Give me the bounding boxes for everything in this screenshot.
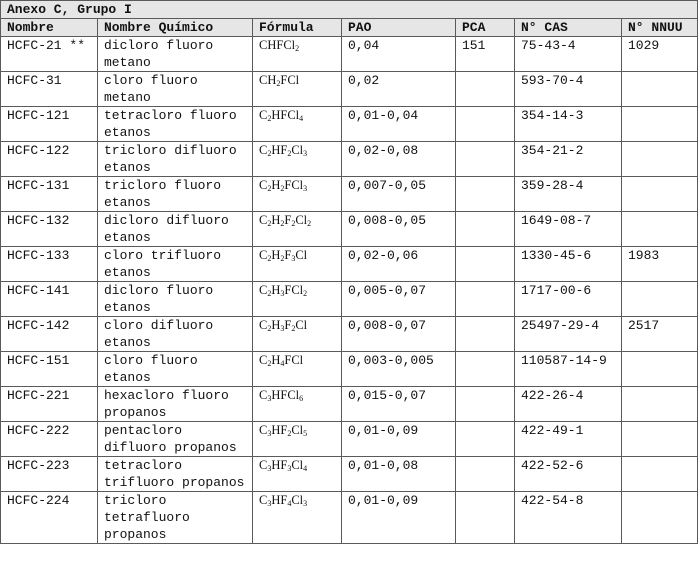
column-header-nombre: Nombre [1,19,98,37]
cell-nombre: HCFC-224 [1,492,98,544]
formula-subscript: 5 [303,429,308,438]
formula-element: HF [271,493,288,507]
cell-nnuu [622,142,698,177]
table-row [1,107,698,142]
cell-pao: 0,008-0,07 [342,317,456,352]
cell-pca [456,177,515,212]
cell-cas: 422-49-1 [515,422,622,457]
cell-nombre: HCFC-131 [1,177,98,212]
cell-pao: 0,005-0,07 [342,282,456,317]
cell-nnuu [622,282,698,317]
column-header-pca: PCA [456,19,515,37]
formula-element: Cl [295,248,308,262]
table-row [1,37,698,72]
cell-nombre: HCFC-223 [1,457,98,492]
formula-element: CH [259,73,277,87]
formula-element: HFCl [271,108,300,122]
table-row [1,282,698,317]
formula-subscript: 3 [280,324,285,333]
formula-element: Cl [291,143,304,157]
cell-nnuu [622,107,698,142]
cell-formula [253,37,342,72]
formula-element: C [259,143,268,157]
table-row [1,457,698,492]
formula-element: C [259,213,268,227]
table-row [1,492,698,544]
formula-subscript: 2 [295,44,300,53]
formula-subscript: 2 [287,429,292,438]
formula-element: H [271,248,281,262]
formula-element: Cl [295,318,308,332]
formula-subscript: 2 [267,359,272,368]
formula-subscript: 2 [267,184,272,193]
table-row [1,177,698,212]
cell-nombre: HCFC-122 [1,142,98,177]
formula-subscript: 2 [280,254,285,263]
cell-pca [456,212,515,247]
cell-formula [253,492,342,544]
table-row [1,72,698,107]
cell-nnuu [622,387,698,422]
formula-element: F [284,213,292,227]
cell-pao: 0,015-0,07 [342,387,456,422]
cell-cas: 593-70-4 [515,72,622,107]
cell-cas: 422-26-4 [515,387,622,422]
formula-subscript: 3 [267,429,272,438]
cell-nombre: HCFC-141 [1,282,98,317]
cell-nombre: HCFC-222 [1,422,98,457]
cell-nombre: HCFC-133 [1,247,98,282]
table-row [1,247,698,282]
formula-element: F [284,318,292,332]
cell-nnuu [622,457,698,492]
formula-element: H [271,178,281,192]
formula-element: FCl [284,353,304,367]
formula-subscript: 2 [267,289,272,298]
cell-formula [253,177,342,212]
formula-subscript: 3 [303,149,308,158]
cell-pao: 0,01-0,09 [342,422,456,457]
cell-nombre: HCFC-221 [1,387,98,422]
cell-cas: 422-52-6 [515,457,622,492]
column-header-nnuu: N° NNUU [622,19,698,37]
cell-pca [456,317,515,352]
cell-nombre-quimico: dicloro difluoro etanos [98,212,253,247]
formula-element: H [271,353,281,367]
cell-pca [456,457,515,492]
table-title: Anexo C, Grupo I [1,1,698,19]
cell-nnuu [622,177,698,212]
formula-subscript: 2 [267,324,272,333]
formula-element: Cl [291,458,304,472]
formula-element: FCl [280,73,300,87]
cell-cas: 25497-29-4 [515,317,622,352]
formula-subscript: 3 [287,464,292,473]
formula-subscript: 2 [280,184,285,193]
formula-subscript: 3 [303,499,308,508]
cell-formula [253,317,342,352]
cell-nnuu: 2517 [622,317,698,352]
formula-element: C [259,388,268,402]
formula-subscript: 4 [299,114,304,123]
formula-element: F [284,248,292,262]
formula-element: HF [271,423,288,437]
cell-nnuu [622,492,698,544]
cell-formula [253,457,342,492]
cell-formula [253,387,342,422]
cell-cas: 422-54-8 [515,492,622,544]
formula-subscript: 4 [280,359,285,368]
formula-subscript: 2 [267,219,272,228]
cell-cas: 110587-14-9 [515,352,622,387]
cell-nombre-quimico: cloro difluoro etanos [98,317,253,352]
formula-subscript: 2 [267,254,272,263]
cell-pao: 0,01-0,09 [342,492,456,544]
cell-formula [253,282,342,317]
table-row [1,387,698,422]
cell-pao: 0,02 [342,72,456,107]
formula-subscript: 3 [280,289,285,298]
formula-element: H [271,318,281,332]
cell-nombre-quimico: cloro fluoro etanos [98,352,253,387]
cell-pca [456,247,515,282]
cell-pca [456,492,515,544]
formula-subscript: 2 [280,219,285,228]
formula-subscript: 3 [267,499,272,508]
cell-pca [456,282,515,317]
cell-pca [456,107,515,142]
formula-element: FCl [284,283,304,297]
formula-subscript: 2 [307,219,312,228]
formula-subscript: 3 [267,464,272,473]
cell-cas: 1330-45-6 [515,247,622,282]
cell-nnuu: 1983 [622,247,698,282]
table-row [1,422,698,457]
cell-pao: 0,01-0,08 [342,457,456,492]
cell-cas: 1717-00-6 [515,282,622,317]
table-header-row [1,19,698,37]
column-header-formula: Fórmula [253,19,342,37]
cell-pao: 0,008-0,05 [342,212,456,247]
column-header-cas: N° CAS [515,19,622,37]
cell-formula [253,72,342,107]
formula-element: C [259,423,268,437]
formula-element: C [259,458,268,472]
formula-subscript: 2 [287,149,292,158]
cell-formula [253,422,342,457]
column-header-nombre-quimico: Nombre Químico [98,19,253,37]
formula-element: FCl [284,178,304,192]
cell-pao: 0,02-0,08 [342,142,456,177]
cell-pao: 0,003-0,005 [342,352,456,387]
cell-nombre-quimico: tricloro tetrafluoro propanos [98,492,253,544]
cell-nnuu [622,352,698,387]
formula-subscript: 3 [303,184,308,193]
cell-pao: 0,01-0,04 [342,107,456,142]
formula-subscript: 2 [291,219,296,228]
table-row [1,352,698,387]
cell-cas: 1649-08-7 [515,212,622,247]
cell-nnuu [622,72,698,107]
cell-pao: 0,04 [342,37,456,72]
formula-element: C [259,493,268,507]
cell-pca [456,422,515,457]
cell-cas: 354-14-3 [515,107,622,142]
formula-subscript: 4 [303,464,308,473]
formula-element: HFCl [271,388,300,402]
formula-subscript: 3 [291,254,296,263]
formula-element: Cl [291,423,304,437]
cell-pca [456,387,515,422]
formula-element: C [259,178,268,192]
cell-nombre: HCFC-121 [1,107,98,142]
cell-nombre: HCFC-132 [1,212,98,247]
cell-nombre-quimico: dicloro fluoro etanos [98,282,253,317]
formula-element: HF [271,458,288,472]
cell-nnuu [622,212,698,247]
cell-formula [253,212,342,247]
formula-element: C [259,283,268,297]
cell-nnuu [622,422,698,457]
formula-element: H [271,213,281,227]
cell-cas: 75-43-4 [515,37,622,72]
formula-subscript: 2 [276,79,281,88]
cell-cas: 354-21-2 [515,142,622,177]
cell-nombre: HCFC-142 [1,317,98,352]
cell-nombre: HCFC-151 [1,352,98,387]
formula-subscript: 2 [267,149,272,158]
formula-element: C [259,353,268,367]
formula-subscript: 2 [303,289,308,298]
formula-subscript: 2 [291,324,296,333]
cell-nombre-quimico: tricloro fluoro etanos [98,177,253,212]
cell-pca [456,352,515,387]
cell-formula [253,107,342,142]
formula-element: CHFCl [259,38,296,52]
formula-subscript: 2 [267,114,272,123]
cell-nombre-quimico: cloro trifluoro etanos [98,247,253,282]
cell-nombre-quimico: hexacloro fluoro propanos [98,387,253,422]
cell-formula [253,142,342,177]
cell-pao: 0,007-0,05 [342,177,456,212]
formula-element: C [259,318,268,332]
formula-subscript: 3 [267,394,272,403]
formula-element: Cl [291,493,304,507]
table-row [1,212,698,247]
formula-element: H [271,283,281,297]
formula-element: C [259,248,268,262]
cell-nnuu: 1029 [622,37,698,72]
cell-nombre: HCFC-31 [1,72,98,107]
formula-element: Cl [295,213,308,227]
formula-subscript: 4 [287,499,292,508]
cell-formula [253,247,342,282]
formula-subscript: 6 [299,394,304,403]
formula-element: HF [271,143,288,157]
table-row [1,142,698,177]
cell-nombre-quimico: dicloro fluoro metano [98,37,253,72]
column-header-pao: PAO [342,19,456,37]
cell-nombre-quimico: tricloro difluoro etanos [98,142,253,177]
cell-pao: 0,02-0,06 [342,247,456,282]
cell-formula [253,352,342,387]
cell-cas: 359-28-4 [515,177,622,212]
table-title-row [1,1,698,19]
cell-nombre: HCFC-21 ** [1,37,98,72]
cell-pca: 151 [456,37,515,72]
table-row [1,317,698,352]
cell-pca [456,142,515,177]
cell-nombre-quimico: tetracloro trifluoro propanos [98,457,253,492]
cell-nombre-quimico: cloro fluoro metano [98,72,253,107]
cell-pca [456,72,515,107]
cell-nombre-quimico: tetracloro fluoro etanos [98,107,253,142]
formula-element: C [259,108,268,122]
cell-nombre-quimico: pentacloro difluoro propanos [98,422,253,457]
